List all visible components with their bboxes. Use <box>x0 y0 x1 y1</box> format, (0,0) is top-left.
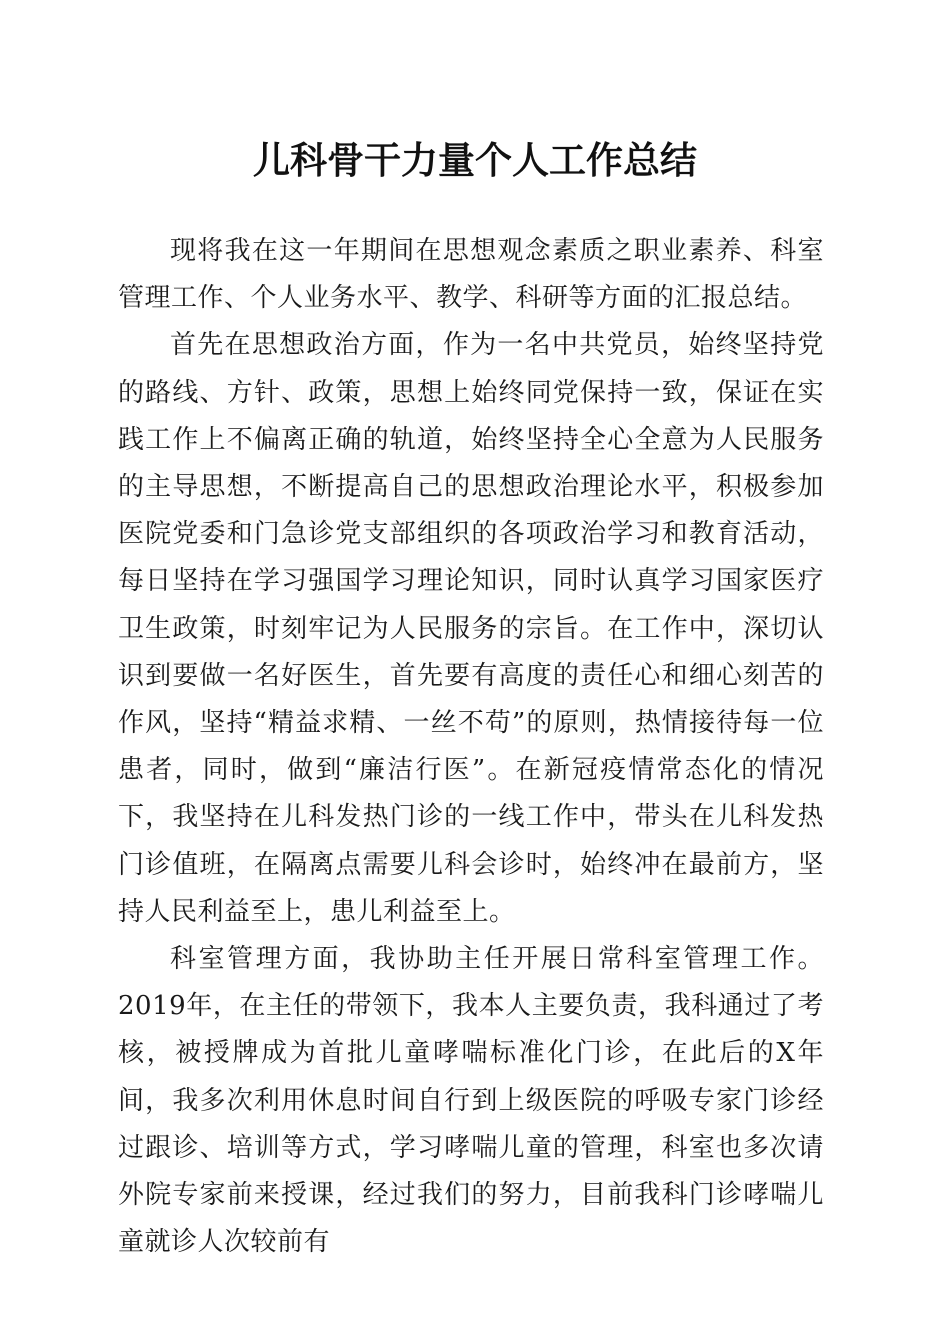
paragraph-intro: 现将我在这一年期间在思想观念素质之职业素养、科室管理工作、个人业务水平、教学、科研等方面的汇报总结。 <box>118 236 824 314</box>
paragraph-political: 首先在思想政治方面，作为一名中共党员，始终坚持党的路线、方针、政策，思想上始终同党保持一致，保证在实践工作上不偏离正确的轨道，始终坚持全心全意为人民服务的主导思想，不断提高自己的思想政治理论水平，积极参加医院党委和门急诊党支部组织的各项政治学习和教育活动，每日坚持在学习强国学习理论知识，同时认真学习国家医疗卫生政策，时刻牢记为人民服务的宗旨。在工作中，深切认识到要做一名好医生，首先要有高度的责任心和细心刻苦的作风，坚持“精益求精、一丝不苟”的原则，热情接待每一位患者，同时，做到“廉洁行医”。在新冠疫情常态化的情况下，我坚持在儿科发热门诊的一线工作中，带头在儿科发热门诊值班，在隔离点需要儿科会诊时，始终冲在最前方，坚持人民利益至上，患儿利益至上。 <box>118 330 824 927</box>
paragraph-management: 科室管理方面，我协助主任开展日常科室管理工作。2019年，在主任的带领下，我本人主要负责，我科通过了考核，被授牌成为首批儿童哮喘标准化门诊，在此后的X年间，我多次利用休息时间自行到上级医院的呼吸专家门诊经过跟诊、培训等方式，学习哮喘儿童的管理，科室也多次请外院专家前来授课，经过我们的努力，目前我科门诊哮喘儿童就诊人次较前有 <box>118 944 824 1258</box>
document-title: 儿科骨干力量个人工作总结 <box>253 138 697 182</box>
document-body <box>118 228 824 1266</box>
